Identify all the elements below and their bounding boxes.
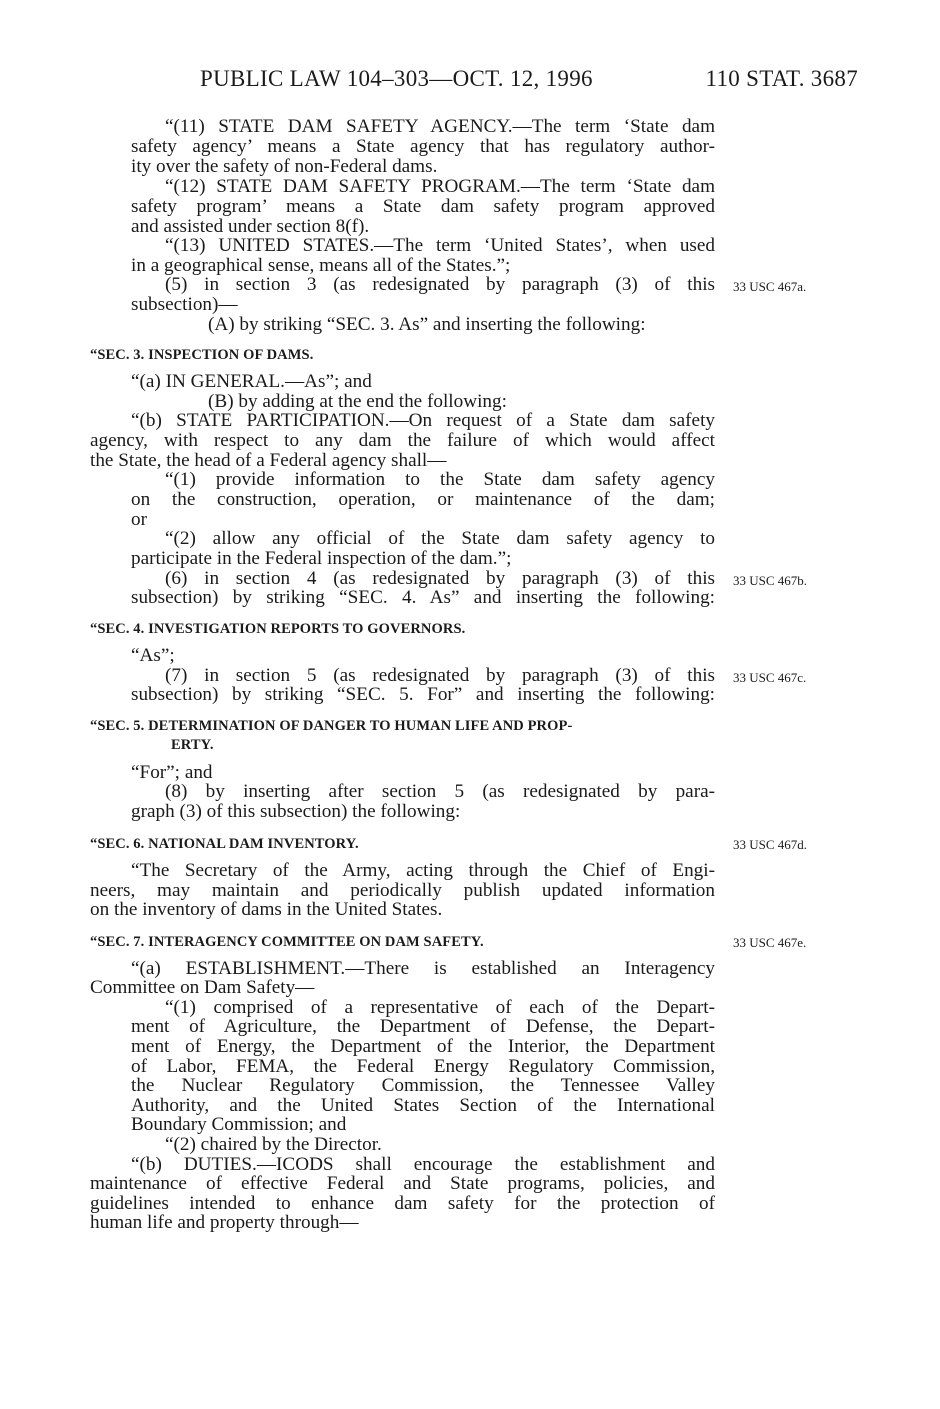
text-line: “For”; and — [131, 762, 213, 783]
text-line: of Labor, FEMA, the Federal Energy Regulatory Commission, — [131, 1056, 715, 1077]
text-line: human life and property through— — [90, 1212, 359, 1233]
text-line: Authority, and the United States Section of the International — [131, 1095, 715, 1116]
text-line: participate in the Federal inspection of the dam.”; — [131, 548, 512, 569]
margin-note: 33 USC 467d. — [733, 837, 808, 852]
text-line: graph (3) of this subsection) the following: — [131, 801, 461, 822]
text-line: (B) by adding at the end the following: — [208, 391, 507, 412]
text-line: subsection) by striking “SEC. 5. For” and inserting the following: — [131, 684, 715, 705]
text-line: the State, the head of a Federal agency shall— — [90, 450, 447, 471]
page-header-title: PUBLIC LAW 104–303—OCT. 12, 1996 — [200, 66, 593, 91]
text-line: “(11) STATE DAM SAFETY AGENCY.—The term ‘State dam — [165, 116, 715, 137]
text-line: ment of Energy, the Department of the Interior, the Department — [131, 1036, 715, 1057]
page-header-stat: 110 STAT. 3687 — [705, 66, 858, 91]
text-line: ity over the safety of non-Federal dams. — [131, 156, 438, 177]
text-line: subsection) by striking “SEC. 4. As” and inserting the following: — [131, 587, 715, 608]
text-line: (A) by striking “SEC. 3. As” and inserting the following: — [208, 314, 646, 335]
text-line: ment of Agriculture, the Department of Defense, the Depart- — [131, 1016, 715, 1037]
margin-note: 33 USC 467c. — [733, 670, 807, 685]
text-line: “(2) chaired by the Director. — [165, 1134, 382, 1155]
text-line: or — [131, 509, 147, 530]
text-line: Committee on Dam Safety— — [90, 977, 315, 998]
text-line: (8) by inserting after section 5 (as redesignated by para- — [165, 781, 715, 802]
text-line: neers, may maintain and periodically publish updated information — [90, 880, 715, 901]
text-line: “(2) allow any official of the State dam safety agency to — [165, 528, 715, 549]
text-line: maintenance of effective Federal and State programs, policies, and — [90, 1173, 715, 1194]
text-line: (6) in section 4 (as redesignated by paragraph (3) of this — [165, 568, 715, 589]
text-line: “(b) DUTIES.—ICODS shall encourage the establishment and — [131, 1154, 715, 1175]
text-line: Boundary Commission; and — [131, 1114, 347, 1135]
text-line: “(b) STATE PARTICIPATION.—On request of a State dam safety — [131, 410, 715, 431]
section-heading: “SEC. 5. DETERMINATION OF DANGER TO HUMAN LIFE AND PROP- — [90, 718, 573, 734]
text-line: on the inventory of dams in the United States. — [90, 899, 443, 920]
text-line: “(1) comprised of a representative of each of the Depart- — [165, 997, 715, 1018]
section-heading: “SEC. 3. INSPECTION OF DAMS. — [90, 347, 314, 363]
text-line: “(1) provide information to the State dam safety agency — [165, 469, 715, 490]
text-line: “The Secretary of the Army, acting through the Chief of Engi- — [131, 860, 715, 881]
text-line: agency, with respect to any dam the failure of which would affect — [90, 430, 715, 451]
text-line: safety agency’ means a State agency that has regulatory author- — [131, 136, 715, 157]
margin-note: 33 USC 467e. — [733, 935, 807, 950]
text-line: and assisted under section 8(f). — [131, 216, 370, 237]
text-line: “As”; — [131, 645, 175, 666]
text-line: on the construction, operation, or maintenance of the dam; — [131, 489, 715, 510]
text-line: in a geographical sense, means all of the States.”; — [131, 255, 511, 276]
section-heading: “SEC. 6. NATIONAL DAM INVENTORY. — [90, 836, 359, 852]
section-heading: “SEC. 7. INTERAGENCY COMMITTEE ON DAM SAFETY. — [90, 934, 484, 950]
text-line: (7) in section 5 (as redesignated by paragraph (3) of this — [165, 665, 715, 686]
text-line: safety program’ means a State dam safety program approved — [131, 196, 715, 217]
text-line: “(a) ESTABLISHMENT.—There is established an Interagency — [131, 958, 715, 979]
text-line: guidelines intended to enhance dam safety for the protection of — [90, 1193, 715, 1214]
text-line: “(a) IN GENERAL.—As”; and — [131, 371, 372, 392]
text-line: subsection)— — [131, 294, 238, 315]
text-line: (5) in section 3 (as redesignated by paragraph (3) of this — [165, 274, 715, 295]
margin-note: 33 USC 467a. — [733, 279, 807, 294]
text-line: the Nuclear Regulatory Commission, the Tennessee Valley — [131, 1075, 715, 1096]
text-line: “(13) UNITED STATES.—The term ‘United States’, when used — [165, 235, 715, 256]
margin-note: 33 USC 467b. — [733, 573, 808, 588]
section-heading: ERTY. — [171, 737, 214, 753]
text-line: “(12) STATE DAM SAFETY PROGRAM.—The term ‘State dam — [165, 176, 715, 197]
section-heading: “SEC. 4. INVESTIGATION REPORTS TO GOVERNORS. — [90, 621, 466, 637]
